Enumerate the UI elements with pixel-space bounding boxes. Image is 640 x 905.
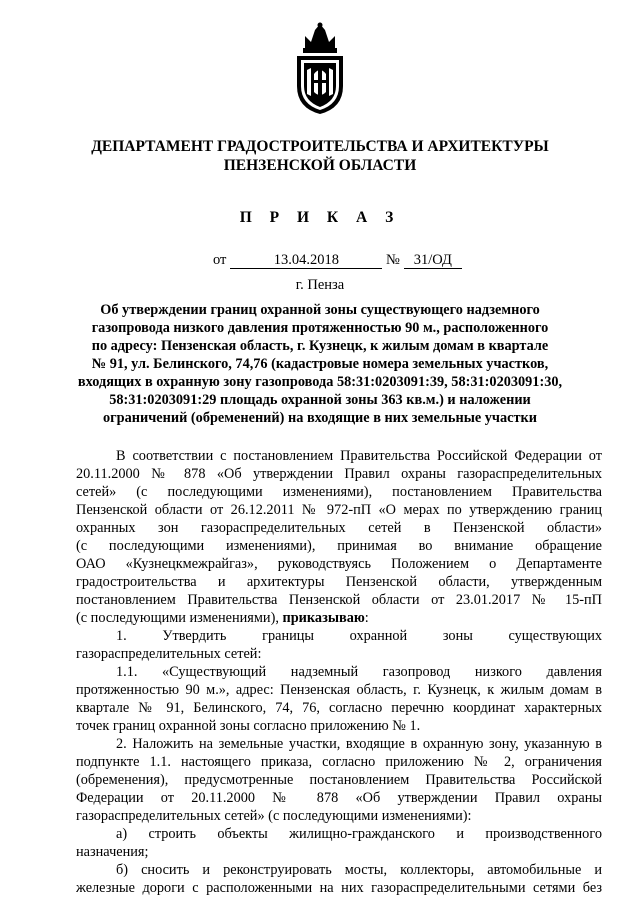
decree-colon: :: [364, 610, 369, 626]
order-date: 13.04.2018: [230, 252, 382, 269]
document-type-heading: П Р И К А З: [239, 209, 401, 226]
body-line: точек границ охранной зоны согласно приложению № 1.: [76, 718, 421, 734]
decree-preamble: (с последующими изменениями),: [76, 610, 283, 626]
title-line: № 91, ул. Белинского, 74,76 (кадастровые номера земельных участков,: [91, 356, 549, 372]
order-number: 31/ОД: [404, 252, 462, 269]
decree-word: приказываю: [282, 610, 365, 626]
body-line: 2. Наложить на земельные участки, входящие в охранную зону, указанную в: [116, 736, 602, 752]
body-line: 20.11.2000 № 878 «Об утверждении Правил охраны газораспределительных: [76, 466, 602, 482]
body-line: охранных зон газораспределительных сетей в Пензенской области»: [76, 520, 602, 536]
body-line: квартале № 91, Белинского, 74, 76, согласно перечню координат характерных: [76, 700, 602, 716]
body-line: подпункте 1.1. настоящего приказа, согласно приложению № 2, ограничения: [76, 754, 602, 770]
body-line-decree: [76, 609, 602, 627]
body-line: градостроительства и архитектуры Пензенской области, утвержденным: [76, 574, 602, 590]
body-line: постановлением Правительства Пензенской области от 23.01.2017 № 15-пП: [76, 592, 602, 608]
body-line: ОАО «Кузнецкмежрайгаз», руководствуясь Положением о Департаменте: [76, 556, 602, 572]
body-line: железные дороги с расположенными на них газораспределительными сетями без: [76, 880, 602, 896]
from-label: от: [213, 252, 227, 268]
body-line: газораспределительных сетей» (с последующими изменениями):: [76, 808, 472, 824]
body-line: газораспределительных сетей:: [76, 646, 262, 662]
body-line: протяженностью 90 м.», адрес: Пензенская область, г. Кузнецк, к жилым домам в: [76, 682, 602, 698]
department-name: [60, 137, 580, 175]
body-line: 1.1. «Существующий надземный газопровод низкого давления: [116, 664, 602, 680]
title-line: Об утверждении границ охранной зоны существующего надземного: [100, 302, 540, 318]
coat-of-arms-emblem: [293, 22, 347, 116]
department-line-2: ПЕНЗЕНСКОЙ ОБЛАСТИ: [223, 157, 417, 174]
title-line: газопровода низкого давления протяженностью 90 м., расположенного: [91, 320, 549, 336]
body-line: б) сносить и реконструировать мосты, коллекторы, автомобильные и: [116, 862, 602, 878]
title-line: по адресу: Пензенская область, г. Кузнецк, к жилым домам в квартале: [91, 338, 549, 354]
body-line: а) строить объекты жилищно-гражданского и производственного: [116, 826, 602, 842]
body-line: Федерации от 20.11.2000 № 878 «Об утверждении Правил охраны: [76, 790, 602, 806]
body-line: назначения;: [76, 844, 149, 860]
body-line: 1. Утвердить границы охранной зоны существующих: [116, 628, 602, 644]
body-line: Пензенской области от 26.12.2011 № 972-пП «О мерах по утверждению границ: [76, 502, 602, 518]
order-date-number-line: [213, 251, 462, 269]
order-body: [76, 447, 602, 897]
order-title: [72, 301, 568, 427]
body-line: сетей» (с последующими изменениями), постановлением Правительства: [76, 484, 602, 500]
city: г. Пенза: [295, 277, 345, 293]
department-line-1: ДЕПАРТАМЕНТ ГРАДОСТРОИТЕЛЬСТВА И АРХИТЕКТУРЫ: [91, 138, 549, 155]
title-line: ограничений (обременений) на входящие в них земельные участки: [103, 410, 537, 426]
title-line: входящих в охранную зону газопровода 58:31:0203091:39, 58:31:0203091:30,: [77, 374, 563, 390]
number-label: №: [386, 252, 400, 268]
title-line: 58:31:0203091:29 площадь охранной зоны 363 кв.м.) и наложении: [109, 392, 531, 408]
body-line: (обременения), предусмотренные постановлением Правительства Российской: [76, 772, 602, 788]
body-line: (с последующими изменениями), принимая во внимание обращение: [76, 538, 602, 554]
body-line: В соответствии с постановлением Правительства Российской Федерации от: [116, 448, 602, 464]
